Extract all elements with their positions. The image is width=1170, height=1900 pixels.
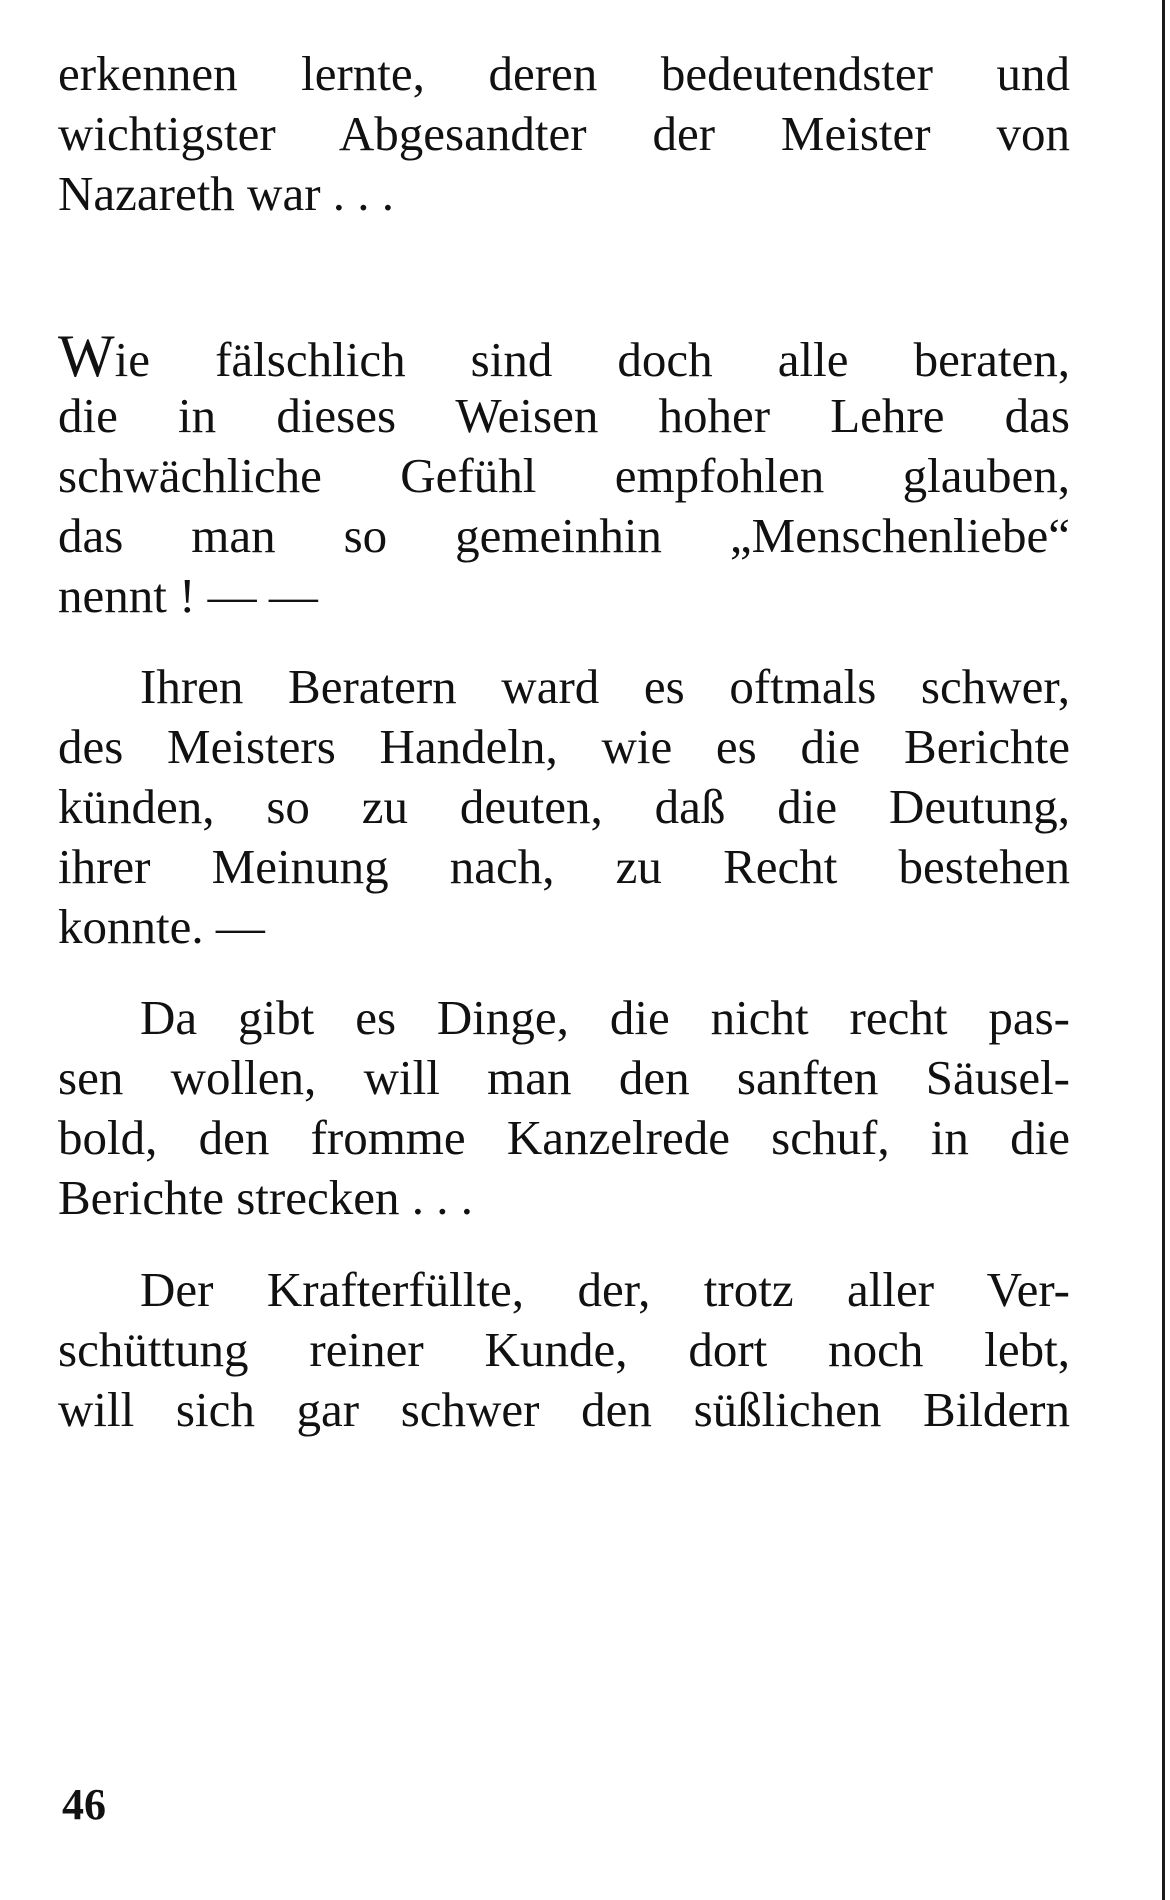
text-line: ihrer Meinung nach, zu Recht bestehen bbox=[58, 839, 1070, 894]
text-line: die in dieses Weisen hoher Lehre das bbox=[58, 388, 1070, 443]
text-line: schwächliche Gefühl empfohlen glauben, bbox=[58, 448, 1070, 503]
text-line: konnte. — bbox=[58, 899, 265, 954]
text-line: erkennen lernte, deren bedeutendster und bbox=[58, 46, 1070, 101]
initial-letter: W bbox=[58, 323, 115, 389]
text-fragment: ie fälschlich sind doch alle beraten, bbox=[114, 332, 1070, 387]
text-line: künden, so zu deuten, daß die Deutung, bbox=[58, 779, 1070, 834]
text-line-with-initial bbox=[58, 323, 1070, 389]
text-line: Der Krafterfüllte, der, trotz aller Ver- bbox=[140, 1262, 1070, 1317]
text-line: will sich gar schwer den süßlichen Bildern bbox=[58, 1382, 1070, 1437]
text-line: nennt ! — — bbox=[58, 568, 318, 623]
text-line: Ihren Beratern ward es oftmals schwer, bbox=[140, 659, 1070, 714]
text-line: wichtigster Abgesandter der Meister von bbox=[58, 106, 1070, 161]
text-line: Nazareth war . . . bbox=[58, 166, 395, 221]
text-line: des Meisters Handeln, wie es die Berichte bbox=[58, 719, 1070, 774]
page-number: 46 bbox=[62, 1780, 106, 1829]
text-line: das man so gemeinhin „Menschenliebe“ bbox=[58, 508, 1070, 563]
text-line: Berichte strecken . . . bbox=[58, 1170, 473, 1225]
text-line: Da gibt es Dinge, die nicht recht pas- bbox=[140, 990, 1070, 1045]
text-line: sen wollen, will man den sanften Säusel- bbox=[58, 1050, 1070, 1105]
text-line: bold, den fromme Kanzelrede schuf, in die bbox=[58, 1110, 1070, 1165]
text-line: schüttung reiner Kunde, dort noch lebt, bbox=[58, 1322, 1070, 1377]
